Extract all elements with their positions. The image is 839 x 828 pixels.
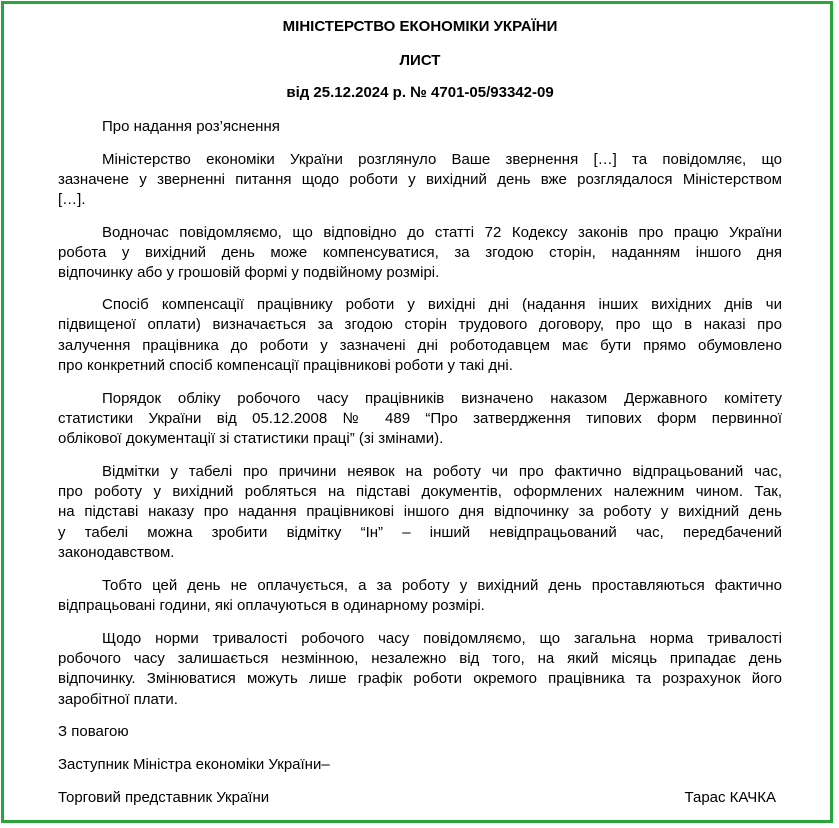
paragraph-line: залучення працівника до роботи у зазначені дні роботодавцем має бути прямо обумовлено (58, 337, 782, 354)
paragraph-line: на підставі наказу про надання працівникові іншого дня відпочинку за роботу у вихідний день (58, 503, 782, 520)
paragraph-line: підвищеної оплати) визначається за згодою сторін трудового договору, про що в наказі про (58, 316, 782, 333)
signer-name: Тарас КАЧКА (684, 789, 776, 806)
ministry-heading: МІНІСТЕРСТВО ЕКОНОМІКИ УКРАЇНИ (282, 18, 558, 35)
paragraph-line: статистики України від 05.12.2008 № 489 “Про затвердження типових форм первинної (58, 410, 782, 427)
paragraph-line: про роботу у вихідний робляться на підставі документів, оформлених належним чином. Так, (58, 483, 782, 500)
paragraph-line: відпочинку або у грошовій формі у подвійному розмірі. (58, 264, 440, 281)
paragraph-line: про конкретний спосіб компенсації працівникові роботи у такі дні. (58, 357, 513, 374)
paragraph-line: відпрацьовані години, які оплачуються в одинарному розмірі. (58, 597, 485, 614)
paragraph-line: Щодо норми тривалості робочого часу повідомляємо, що загальна норма тривалості (102, 630, 782, 647)
subject-line: Про надання роз’яснення (102, 118, 280, 135)
paragraph-line: законодавством. (58, 544, 175, 561)
paragraph-line: заробітної плати. (58, 691, 178, 708)
document-type-heading: ЛИСТ (399, 52, 441, 69)
paragraph-line: […]. (58, 191, 86, 208)
regards-line: З повагою (58, 723, 129, 740)
paragraph-line: робота у вихідний день може компенсуватися, за згодою сторін, наданням іншого дня (58, 244, 782, 261)
signer-position-line-2: Торговий представник України (58, 789, 270, 806)
signer-position-line-1: Заступник Міністра економіки України– (58, 756, 330, 773)
paragraph-line: у табелі можна зробити відмітку “Ін” – інший невідпрацьований час, передбачений (58, 524, 782, 541)
document-reference: від 25.12.2024 р. № 4701-05/93342-09 (286, 84, 554, 101)
paragraph-line: відпочинку. Змінюватися можуть лише графік роботи окремого працівника та розрахунок його (58, 670, 782, 687)
paragraph-line: Відмітки у табелі про причини неявок на роботу чи про фактично відпрацьований час, (102, 463, 782, 480)
paragraph-line: зазначене у зверненні питання щодо роботи у вихідний день вже розглядалося Міністерством (58, 171, 782, 188)
paragraph-line: Водночас повідомляємо, що відповідно до статті 72 Кодексу законів про працю України (102, 224, 782, 241)
paragraph-line: Тобто цей день не оплачується, а за роботу у вихідний день проставляються фактично (102, 577, 782, 594)
paragraph-line: облікової документації зі статистики праці” (зі змінами). (58, 430, 444, 447)
paragraph-line: Міністерство економіки України розглянуло Ваше звернення […] та повідомляє, що (102, 151, 782, 168)
paragraph-line: робочого часу залишається незмінною, незалежно від того, на який місяць припадає день (58, 650, 782, 667)
paragraph-line: Спосіб компенсації працівнику роботи у вихідні дні (надання інших вихідних днів чи (102, 296, 782, 313)
paragraph-line: Порядок обліку робочого часу працівників визначено наказом Державного комітету (102, 390, 782, 407)
